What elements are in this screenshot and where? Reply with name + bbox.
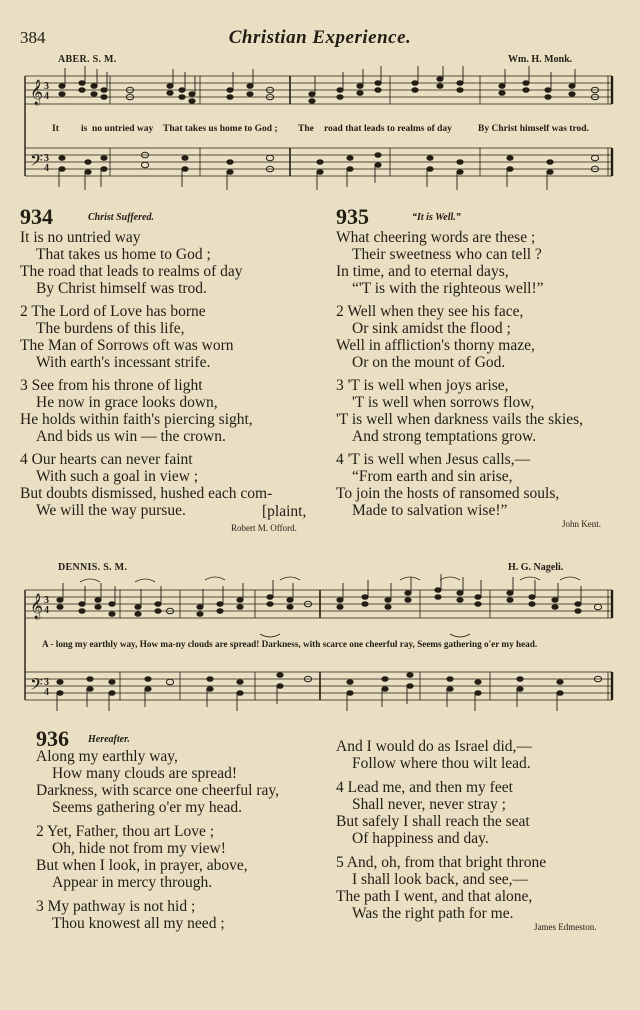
svg-text:3: 3 — [44, 595, 49, 606]
verse-line: How many clouds are spread! — [52, 765, 238, 782]
verse-line: To join the hosts of ransomed souls, — [336, 485, 560, 502]
page-title: Christian Experience. — [228, 27, 412, 48]
tune2-lyric-line: A - long my earthly way, How ma-ny clouds are spread! Darkness, with scarce one cheerful ray, Seems gathering o'er my head. — [42, 639, 538, 649]
verse-line: It is no untried way — [20, 229, 141, 246]
verse-line: Follow where thou wilt lead. — [352, 755, 531, 772]
hymn-935-text — [336, 229, 583, 519]
tune1-lyric-7: By Christ himself was trod. — [478, 124, 589, 134]
verse-line: Of happiness and day. — [352, 830, 489, 847]
verse-line: Was the right path for me. — [352, 905, 514, 922]
verse-line: And strong temptations grow. — [352, 428, 537, 445]
verse-line: He holds within faith's piercing sight, — [20, 411, 253, 428]
verse-line: But doubts dismissed, hushed each com- — [20, 485, 273, 502]
hymn-title-934: Christ Suffered. — [88, 212, 154, 223]
verse-line: We will the way pursue. — [36, 502, 186, 519]
svg-text:𝄞: 𝄞 — [30, 80, 44, 105]
verse-line: Darkness, with scarce one cheerful ray, — [36, 782, 280, 799]
verse-line: Shall never, never stray ; — [352, 796, 506, 813]
verse-line: With earth's incessant strife. — [36, 354, 211, 371]
tune1-lyric-5: The — [298, 124, 314, 134]
verse-line: “'T is with the righteous well!” — [352, 280, 544, 297]
hymn-author-936: James Edmeston. — [534, 922, 597, 932]
verse-line: 4 'T is well when Jesus calls,— — [336, 451, 531, 468]
verse-line: 4 Lead me, and then my feet — [336, 779, 513, 796]
verse-line: That takes us home to God ; — [36, 246, 211, 263]
verse-line: 2 The Lord of Love has borne — [20, 303, 206, 320]
verse-line: 'T is well when sorrows flow, — [352, 394, 535, 411]
verse-line-continuation: [plaint, — [262, 503, 307, 520]
verse-line: Made to salvation wise!” — [352, 502, 508, 519]
svg-text:4: 4 — [44, 605, 49, 616]
hymn-title-935: “It is Well.” — [412, 212, 461, 223]
svg-text:4: 4 — [44, 163, 49, 174]
tune1-lyric-6: road that leads to realms of day — [324, 124, 452, 134]
verse-line: With such a goal in view ; — [36, 468, 199, 485]
verse-line: He now in grace looks down, — [36, 394, 218, 411]
svg-text:4: 4 — [44, 687, 49, 698]
svg-text:𝄢: 𝄢 — [30, 150, 43, 174]
hymn-author-934: Robert M. Offord. — [231, 523, 297, 533]
verse-line: 'T is well when darkness vails the skies, — [336, 411, 584, 428]
verse-line: Well in affliction's thorny maze, — [336, 337, 535, 354]
verse-line: 2 Yet, Father, thou art Love ; — [36, 823, 215, 840]
verse-line: But when I look, in prayer, above, — [36, 857, 248, 874]
verse-line: 3 See from his throne of light — [20, 377, 203, 394]
hymn-number-934: 934 — [20, 204, 53, 229]
tune-composer-monk: Wm. H. Monk. — [508, 54, 573, 65]
verse-line: Seems gathering o'er my head. — [52, 799, 243, 816]
svg-text:3: 3 — [44, 677, 49, 688]
verse-line: The Man of Sorrows oft was worn — [20, 337, 234, 354]
verse-line: What cheering words are these ; — [336, 229, 536, 246]
verse-line: But safely I shall reach the seat — [336, 813, 530, 830]
verse-line: Or on the mount of God. — [352, 354, 506, 371]
page-number: 384 — [20, 28, 46, 47]
hymn-number-935: 935 — [336, 204, 369, 229]
verse-line: By Christ himself was trod. — [36, 280, 207, 297]
hymn-936-text-right — [336, 738, 546, 922]
verse-line: “From earth and sin arise, — [352, 468, 513, 485]
verse-line: And bids us win — the crown. — [36, 428, 226, 445]
tune1-lyric-2: is — [81, 124, 88, 134]
verse-line: 2 Well when they see his face, — [336, 303, 524, 320]
svg-text:3: 3 — [44, 81, 49, 92]
hymn-number-936: 936 — [36, 726, 69, 751]
verse-line: Thou knowest all my need ; — [52, 915, 225, 932]
hymn-title-936: Hereafter. — [88, 734, 130, 745]
verse-line: Along my earthly way, — [36, 748, 178, 765]
verse-line: Appear in mercy through. — [52, 874, 213, 891]
verse-line: 4 Our hearts can never faint — [20, 451, 193, 468]
tune1-lyric-3: no untried way — [92, 124, 154, 134]
verse-line: 3 My pathway is not hid ; — [36, 898, 196, 915]
svg-text:3: 3 — [44, 153, 49, 164]
verse-line: In time, and to eternal days, — [336, 263, 509, 280]
verse-line: I shall look back, and see,— — [352, 871, 529, 888]
verse-line: The road that leads to realms of day — [20, 263, 243, 280]
verse-line: The burdens of this life, — [36, 320, 185, 337]
tune-name-dennis: DENNIS. S. M. — [58, 562, 128, 573]
svg-text:𝄢: 𝄢 — [30, 674, 43, 698]
verse-line: 5 And, oh, from that bright throne — [336, 854, 547, 871]
verse-line: And I would do as Israel did,— — [336, 738, 532, 755]
hymn-936-text-left — [36, 748, 279, 932]
hymn-author-935: John Kent. — [562, 519, 601, 529]
verse-line: Oh, hide not from my view! — [52, 840, 226, 857]
svg-text:4: 4 — [44, 91, 49, 102]
verse-line: Their sweetness who can tell ? — [352, 246, 542, 263]
verse-line: Or sink amidst the flood ; — [352, 320, 511, 337]
tune1-lyric-1: It — [52, 124, 59, 134]
tune1-lyric-4: That takes us home to God ; — [163, 124, 278, 134]
svg-text:𝄞: 𝄞 — [30, 594, 44, 619]
verse-line: 3 'T is well when joys arise, — [336, 377, 509, 394]
verse-line: The path I went, and that alone, — [336, 888, 533, 905]
hymn-934-text — [20, 229, 272, 519]
tune-composer-nageli: H. G. Nageli. — [508, 562, 564, 573]
tune-name-aber: ABER. S. M. — [58, 54, 117, 65]
